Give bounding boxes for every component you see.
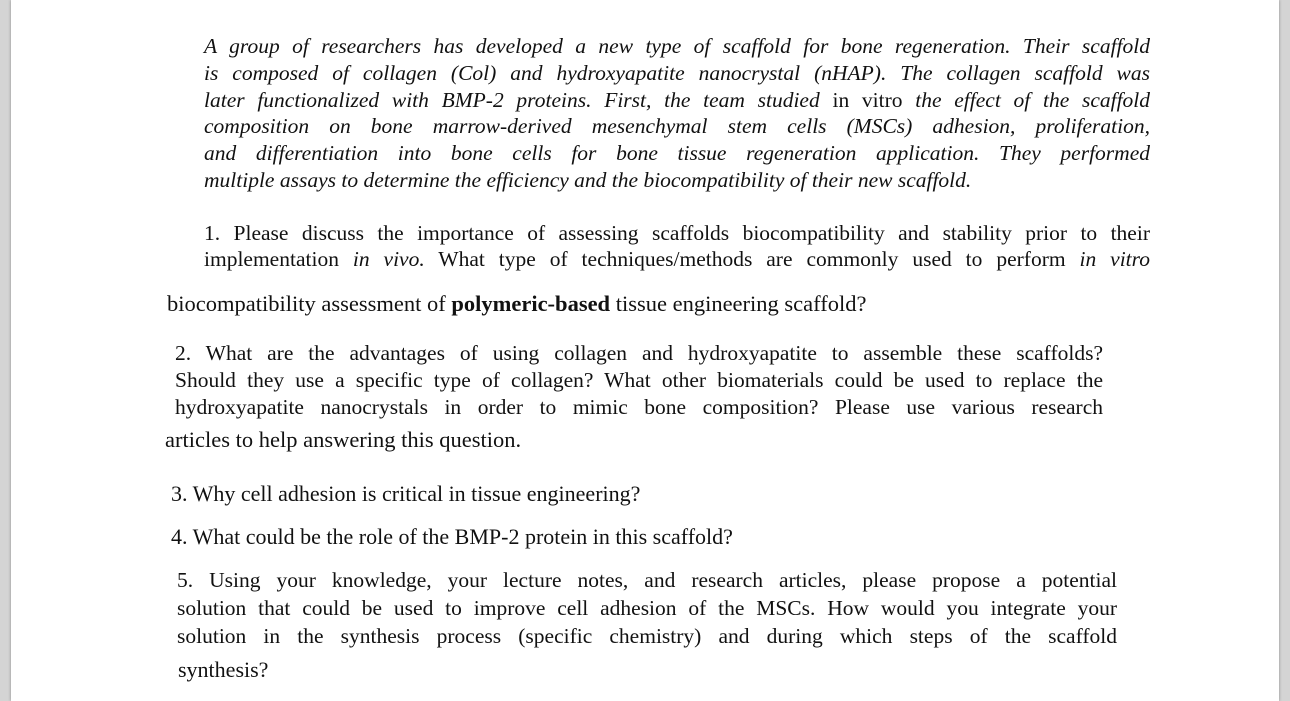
- question-1-line: 1. Please discuss the importance of assessing scaffolds biocompatibility and stability prior to their: [204, 221, 1150, 245]
- q1-in-vitro: in vitro: [1079, 247, 1150, 271]
- question-1-line: [204, 246, 1150, 272]
- question-5-line: solution that could be used to improve cell adhesion of the MSCs. How would you integrate your: [177, 596, 1117, 620]
- intro-line: A group of researchers has developed a new type of scaffold for bone regeneration. Their scaffold: [204, 34, 1150, 58]
- intro-line: [204, 87, 1150, 114]
- question-3: 3. Why cell adhesion is critical in tissue engineering?: [171, 481, 641, 506]
- q1-in-vivo: in vivo.: [352, 247, 425, 271]
- question-4: 4. What could be the role of the BMP-2 protein in this scaffold?: [171, 524, 733, 549]
- intro-line-text: later functionalized with BMP-2 proteins. First, the team studied: [204, 87, 820, 112]
- intro-paragraph: [204, 33, 1150, 194]
- intro-line: multiple assays to determine the efficiency and the biocompatibility of their new scaffold.: [204, 167, 972, 192]
- intro-line-text: the effect of the scaffold: [915, 87, 1151, 112]
- question-2-line: 2. What are the advantages of using collagen and hydroxyapatite to assemble these scaffolds?: [175, 341, 1103, 365]
- q1-text: implementation: [204, 247, 339, 271]
- q1-text: What type of techniques/methods are commonly used to perform: [438, 247, 1066, 271]
- intro-line: is composed of collagen (Col) and hydroxyapatite nanocrystal (nHAP). The collagen scaffold was: [204, 60, 1150, 85]
- question-2-line: Should they use a specific type of collagen? What other biomaterials could be used to replace the: [175, 368, 1103, 392]
- question-5: [177, 566, 1117, 650]
- intro-in-vitro: in vitro: [832, 87, 903, 112]
- question-1: [204, 220, 1150, 272]
- intro-line: and differentiation into bone cells for bone tissue regeneration application. They performed: [204, 141, 1150, 166]
- document-page: [11, 0, 1279, 701]
- question-2-continuation: articles to help answering this question.: [165, 427, 522, 452]
- question-1-continuation: [167, 290, 1127, 318]
- q1-text: tissue engineering scaffold?: [615, 291, 867, 316]
- question-5-line: solution in the synthesis process (specific chemistry) and during which steps of the scaffold: [177, 624, 1117, 648]
- q1-text: biocompatibility assessment of: [167, 291, 446, 316]
- question-2-line: hydroxyapatite nanocrystals in order to mimic bone composition? Please use various research: [175, 395, 1103, 419]
- question-5-continuation: synthesis?: [178, 657, 269, 682]
- intro-line: composition on bone marrow-derived mesenchymal stem cells (MSCs) adhesion, proliferation,: [204, 114, 1150, 139]
- question-5-line: 5. Using your knowledge, your lecture notes, and research articles, please propose a potential: [177, 568, 1117, 592]
- q1-bold-term: polymeric-based: [451, 291, 611, 316]
- question-2: [175, 340, 1103, 421]
